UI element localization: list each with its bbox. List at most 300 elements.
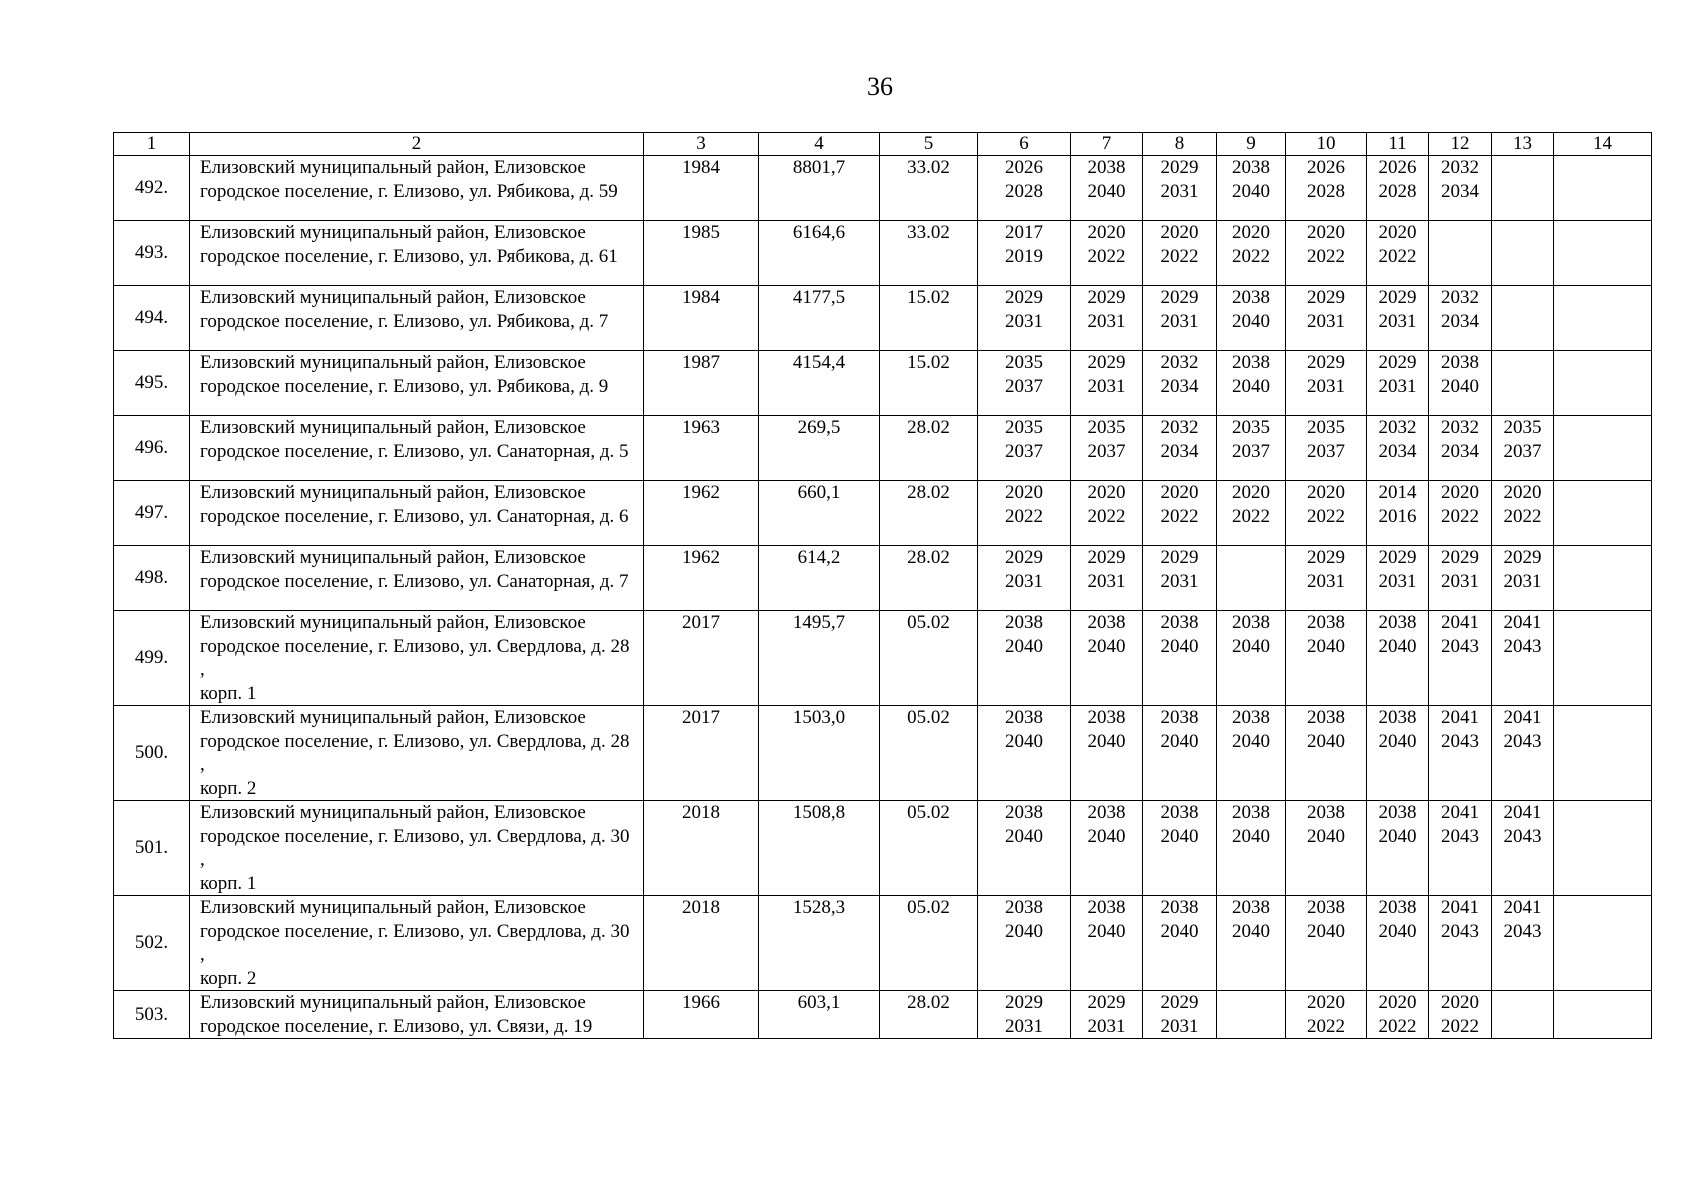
code-cell: 33.02 [880, 221, 978, 286]
code-cell: 33.02 [880, 156, 978, 221]
period-start-year: 2029 [1307, 287, 1345, 308]
repair-period-cell [1429, 156, 1492, 221]
repair-period-cell [1367, 416, 1429, 481]
period-end-year: 2022 [1307, 1015, 1345, 1037]
period-end-year: 2031 [1087, 310, 1126, 332]
period-end-year: 2043 [1503, 825, 1542, 847]
repair-period-cell [1143, 286, 1217, 351]
period-start-year: 2038 [1232, 612, 1270, 633]
address-text: Елизовский муниципальный район, Елизовское городское поселение, г. Елизово, ул. Свердлова, д. 30 , [200, 897, 630, 965]
repair-period-cell [1492, 991, 1554, 1039]
repair-period-cell [1429, 706, 1492, 801]
period-start-year: 2038 [1005, 802, 1043, 823]
period-start-year: 2035 [1232, 417, 1270, 438]
period-start-year: 2038 [1232, 802, 1270, 823]
period-end-year: 2040 [1232, 825, 1270, 847]
repair-period-cell [1143, 221, 1217, 286]
period-end-year: 2040 [1005, 920, 1043, 942]
address-text: Елизовский муниципальный район, Елизовское городское поселение, г. Елизово, ул. Свердлова, д. 30 , [200, 802, 630, 870]
repair-period-cell [1492, 351, 1554, 416]
build-year-cell: 2017 [644, 611, 759, 706]
period-start-year: 2035 [1005, 417, 1043, 438]
period-end-year: 2028 [1005, 180, 1043, 202]
repair-period-cell [1492, 801, 1554, 896]
repair-period-cell [1429, 481, 1492, 546]
repair-period-cell [1217, 706, 1286, 801]
period-start-year: 2020 [1232, 222, 1270, 243]
period-start-year: 2032 [1441, 287, 1479, 308]
code-cell: 15.02 [880, 286, 978, 351]
period-start-year: 2038 [1378, 897, 1417, 918]
period-start-year: 2032 [1441, 417, 1479, 438]
period-end-year: 2022 [1087, 505, 1126, 527]
row-number: 500. [114, 706, 190, 801]
area-cell: 660,1 [759, 481, 880, 546]
period-start-year: 2038 [1087, 157, 1126, 178]
build-year-cell: 1966 [644, 991, 759, 1039]
period-end-year: 2040 [1087, 825, 1126, 847]
period-end-year: 2031 [1160, 310, 1199, 332]
repair-period-cell [1554, 611, 1652, 706]
period-start-year: 2020 [1503, 482, 1542, 503]
repair-period-cell [1071, 416, 1143, 481]
repair-period-cell [1217, 351, 1286, 416]
row-number: 494. [114, 286, 190, 351]
repair-period-cell [978, 286, 1071, 351]
address-cell [190, 416, 644, 481]
period-end-year: 2037 [1005, 375, 1043, 397]
period-end-year: 2022 [1378, 245, 1417, 267]
repair-period-cell [978, 351, 1071, 416]
period-start-year: 2038 [1232, 897, 1270, 918]
repair-period-cell [978, 546, 1071, 611]
repair-period-cell [1217, 286, 1286, 351]
address-cell [190, 481, 644, 546]
period-end-year: 2043 [1503, 635, 1542, 657]
period-end-year: 2031 [1378, 375, 1417, 397]
address-cell [190, 991, 644, 1039]
repair-period-cell [1367, 611, 1429, 706]
period-start-year: 2032 [1160, 352, 1199, 373]
address-text: корп. 1 [200, 872, 257, 894]
repair-period-cell [1367, 481, 1429, 546]
period-end-year: 2040 [1307, 730, 1345, 752]
repair-period-cell [1554, 416, 1652, 481]
period-start-year: 2020 [1441, 482, 1479, 503]
area-cell: 4177,5 [759, 286, 880, 351]
table-row [114, 481, 1652, 546]
period-start-year: 2035 [1005, 352, 1043, 373]
repair-period-cell [978, 221, 1071, 286]
column-header: 14 [1554, 133, 1652, 156]
period-end-year: 2040 [1160, 635, 1199, 657]
repair-period-cell [1367, 286, 1429, 351]
period-end-year: 2043 [1441, 920, 1479, 942]
period-end-year: 2040 [1378, 920, 1417, 942]
period-end-year: 2040 [1378, 730, 1417, 752]
period-start-year: 2026 [1005, 157, 1043, 178]
address-text: корп. 2 [200, 777, 257, 799]
repair-period-cell [1071, 991, 1143, 1039]
period-end-year: 2040 [1232, 920, 1270, 942]
repair-period-cell [1217, 546, 1286, 611]
address-text: Елизовский муниципальный район, Елизовское городское поселение, г. Елизово, ул. Рябикова, д. 61 [200, 222, 618, 267]
repair-period-cell [1071, 481, 1143, 546]
column-header: 3 [644, 133, 759, 156]
period-start-year: 2029 [1160, 157, 1199, 178]
repair-period-cell [1492, 221, 1554, 286]
area-cell: 1503,0 [759, 706, 880, 801]
column-header: 5 [880, 133, 978, 156]
period-start-year: 2029 [1503, 547, 1542, 568]
address-cell [190, 286, 644, 351]
table-row [114, 546, 1652, 611]
repair-period-cell [1554, 286, 1652, 351]
period-end-year: 2034 [1160, 375, 1199, 397]
repair-period-cell [1492, 416, 1554, 481]
period-start-year: 2038 [1087, 802, 1126, 823]
repair-period-cell [1554, 991, 1652, 1039]
table-row [114, 221, 1652, 286]
row-number: 493. [114, 221, 190, 286]
repair-period-cell [1071, 156, 1143, 221]
period-end-year: 2022 [1160, 505, 1199, 527]
build-year-cell: 2017 [644, 706, 759, 801]
repair-period-cell [1286, 546, 1367, 611]
period-start-year: 2041 [1441, 897, 1479, 918]
repair-period-cell [1429, 546, 1492, 611]
repair-period-cell [1492, 156, 1554, 221]
address-text: Елизовский муниципальный район, Елизовское городское поселение, г. Елизово, ул. Санаторная, д. 5 [200, 417, 629, 462]
period-end-year: 2040 [1441, 375, 1479, 397]
code-cell: 05.02 [880, 801, 978, 896]
address-text: корп. 2 [200, 967, 257, 989]
period-start-year: 2029 [1005, 547, 1043, 568]
repair-period-cell [1143, 611, 1217, 706]
repair-period-cell [1071, 801, 1143, 896]
repair-period-cell [1217, 416, 1286, 481]
repair-period-cell [1492, 546, 1554, 611]
area-cell: 1508,8 [759, 801, 880, 896]
period-start-year: 2038 [1441, 352, 1479, 373]
column-header: 6 [978, 133, 1071, 156]
repair-period-cell [1071, 221, 1143, 286]
repair-period-cell [1217, 896, 1286, 991]
period-end-year: 2031 [1441, 570, 1479, 592]
period-end-year: 2040 [1005, 635, 1043, 657]
period-start-year: 2029 [1307, 547, 1345, 568]
period-start-year: 2041 [1441, 612, 1479, 633]
period-start-year: 2020 [1087, 482, 1126, 503]
repair-period-cell [1143, 991, 1217, 1039]
period-start-year: 2041 [1503, 612, 1542, 633]
period-start-year: 2029 [1005, 287, 1043, 308]
address-text: Елизовский муниципальный район, Елизовское городское поселение, г. Елизово, ул. Санаторная, д. 7 [200, 547, 629, 592]
repair-period-cell [1286, 351, 1367, 416]
period-start-year: 2020 [1307, 482, 1345, 503]
period-start-year: 2026 [1378, 157, 1417, 178]
period-start-year: 2038 [1232, 157, 1270, 178]
repair-period-cell [1143, 801, 1217, 896]
table-row [114, 611, 1652, 706]
period-end-year: 2034 [1378, 440, 1417, 462]
repair-period-cell [1071, 611, 1143, 706]
period-start-year: 2032 [1160, 417, 1199, 438]
period-start-year: 2038 [1232, 352, 1270, 373]
column-header: 9 [1217, 133, 1286, 156]
code-cell: 05.02 [880, 896, 978, 991]
repair-period-cell [1286, 221, 1367, 286]
row-number: 497. [114, 481, 190, 546]
period-start-year: 2026 [1307, 157, 1345, 178]
row-number: 496. [114, 416, 190, 481]
address-cell [190, 221, 644, 286]
address-cell [190, 351, 644, 416]
repair-period-cell [1429, 286, 1492, 351]
period-end-year: 2022 [1441, 1015, 1479, 1037]
row-number: 499. [114, 611, 190, 706]
period-start-year: 2038 [1087, 612, 1126, 633]
period-end-year: 2034 [1441, 310, 1479, 332]
address-cell [190, 896, 644, 991]
table-row [114, 896, 1652, 991]
period-end-year: 2043 [1503, 920, 1542, 942]
repair-period-cell [1217, 481, 1286, 546]
period-start-year: 2038 [1232, 707, 1270, 728]
period-end-year: 2022 [1378, 1015, 1417, 1037]
build-year-cell: 2018 [644, 801, 759, 896]
repair-period-cell [1071, 546, 1143, 611]
code-cell: 28.02 [880, 416, 978, 481]
period-end-year: 2040 [1232, 635, 1270, 657]
repair-period-cell [1429, 991, 1492, 1039]
table-row [114, 991, 1652, 1039]
repair-period-cell [1554, 481, 1652, 546]
repair-period-cell [1429, 801, 1492, 896]
table-row [114, 416, 1652, 481]
period-start-year: 2029 [1378, 287, 1417, 308]
repair-period-cell [1286, 481, 1367, 546]
repair-period-cell [1286, 156, 1367, 221]
repair-period-cell [1217, 801, 1286, 896]
period-start-year: 2029 [1307, 352, 1345, 373]
period-end-year: 2040 [1160, 825, 1199, 847]
period-end-year: 2040 [1307, 920, 1345, 942]
period-start-year: 2035 [1087, 417, 1126, 438]
code-cell: 15.02 [880, 351, 978, 416]
period-end-year: 2022 [1307, 245, 1345, 267]
repair-period-cell [1492, 611, 1554, 706]
period-start-year: 2020 [1232, 482, 1270, 503]
period-end-year: 2040 [1087, 180, 1126, 202]
period-start-year: 2029 [1378, 547, 1417, 568]
address-cell [190, 801, 644, 896]
period-end-year: 2022 [1232, 245, 1270, 267]
column-header: 8 [1143, 133, 1217, 156]
row-number: 502. [114, 896, 190, 991]
build-year-cell: 1984 [644, 156, 759, 221]
address-text: корп. 1 [200, 682, 257, 704]
period-start-year: 2041 [1503, 802, 1542, 823]
repair-period-cell [1367, 896, 1429, 991]
column-header: 2 [190, 133, 644, 156]
address-text: Елизовский муниципальный район, Елизовское городское поселение, г. Елизово, ул. Рябикова, д. 7 [200, 287, 609, 332]
period-start-year: 2029 [1160, 992, 1199, 1013]
area-cell: 614,2 [759, 546, 880, 611]
address-cell [190, 156, 644, 221]
repair-period-cell [1143, 896, 1217, 991]
repair-period-cell [1429, 611, 1492, 706]
period-start-year: 2038 [1307, 612, 1345, 633]
address-text: Елизовский муниципальный район, Елизовское городское поселение, г. Елизово, ул. Свердлова, д. 28 , [200, 707, 630, 775]
address-text: Елизовский муниципальный район, Елизовское городское поселение, г. Елизово, ул. Санаторная, д. 6 [200, 482, 629, 527]
repair-period-cell [978, 801, 1071, 896]
build-year-cell: 1984 [644, 286, 759, 351]
period-start-year: 2020 [1378, 222, 1417, 243]
repair-period-cell [978, 896, 1071, 991]
table-row [114, 286, 1652, 351]
code-cell: 28.02 [880, 546, 978, 611]
repair-period-cell [1429, 351, 1492, 416]
period-end-year: 2040 [1005, 730, 1043, 752]
period-end-year: 2031 [1307, 570, 1345, 592]
repair-period-cell [978, 611, 1071, 706]
housing-register-table [113, 132, 1652, 1039]
repair-period-cell [1492, 896, 1554, 991]
period-end-year: 2043 [1503, 730, 1542, 752]
repair-period-cell [978, 481, 1071, 546]
row-number: 495. [114, 351, 190, 416]
repair-period-cell [1071, 706, 1143, 801]
code-cell: 05.02 [880, 611, 978, 706]
period-end-year: 2031 [1307, 375, 1345, 397]
column-header: 10 [1286, 133, 1367, 156]
period-start-year: 2035 [1307, 417, 1345, 438]
period-start-year: 2014 [1378, 482, 1417, 503]
period-start-year: 2038 [1307, 707, 1345, 728]
period-end-year: 2034 [1441, 440, 1479, 462]
period-end-year: 2037 [1307, 440, 1345, 462]
repair-period-cell [1492, 706, 1554, 801]
period-start-year: 2038 [1005, 897, 1043, 918]
period-start-year: 2020 [1307, 992, 1345, 1013]
period-end-year: 2031 [1087, 375, 1126, 397]
repair-period-cell [1367, 546, 1429, 611]
period-start-year: 2029 [1378, 352, 1417, 373]
row-number: 498. [114, 546, 190, 611]
period-end-year: 2022 [1232, 505, 1270, 527]
table-row [114, 801, 1652, 896]
repair-period-cell [978, 706, 1071, 801]
address-text: Елизовский муниципальный район, Елизовское городское поселение, г. Елизово, ул. Связи, д. 19 [200, 992, 593, 1037]
period-end-year: 2031 [1378, 310, 1417, 332]
period-end-year: 2022 [1441, 505, 1479, 527]
table-row [114, 706, 1652, 801]
area-cell: 1528,3 [759, 896, 880, 991]
table-row [114, 156, 1652, 221]
code-cell: 28.02 [880, 991, 978, 1039]
repair-period-cell [1554, 156, 1652, 221]
period-end-year: 2040 [1307, 825, 1345, 847]
address-text: Елизовский муниципальный район, Елизовское городское поселение, г. Елизово, ул. Свердлова, д. 28 , [200, 612, 630, 680]
repair-period-cell [1217, 221, 1286, 286]
build-year-cell: 1962 [644, 546, 759, 611]
repair-period-cell [1367, 221, 1429, 286]
period-start-year: 2038 [1087, 897, 1126, 918]
repair-period-cell [1367, 351, 1429, 416]
repair-period-cell [1367, 156, 1429, 221]
period-end-year: 2031 [1005, 1015, 1043, 1037]
repair-period-cell [1217, 611, 1286, 706]
repair-period-cell [1286, 416, 1367, 481]
repair-period-cell [978, 156, 1071, 221]
build-year-cell: 1987 [644, 351, 759, 416]
code-cell: 28.02 [880, 481, 978, 546]
repair-period-cell [1143, 156, 1217, 221]
repair-period-cell [1286, 801, 1367, 896]
period-end-year: 2016 [1378, 505, 1417, 527]
row-number: 492. [114, 156, 190, 221]
repair-period-cell [1554, 221, 1652, 286]
period-end-year: 2031 [1160, 570, 1199, 592]
period-start-year: 2029 [1160, 287, 1199, 308]
period-end-year: 2034 [1441, 180, 1479, 202]
period-end-year: 2031 [1160, 180, 1199, 202]
repair-period-cell [1367, 801, 1429, 896]
period-start-year: 2020 [1160, 222, 1199, 243]
repair-period-cell [1217, 156, 1286, 221]
period-end-year: 2022 [1307, 505, 1345, 527]
repair-period-cell [1429, 896, 1492, 991]
repair-period-cell [1286, 611, 1367, 706]
period-end-year: 2028 [1378, 180, 1417, 202]
period-start-year: 2032 [1378, 417, 1417, 438]
period-start-year: 2029 [1087, 992, 1126, 1013]
repair-period-cell [1286, 286, 1367, 351]
period-start-year: 2029 [1087, 547, 1126, 568]
period-start-year: 2020 [1441, 992, 1479, 1013]
period-end-year: 2040 [1378, 635, 1417, 657]
period-start-year: 2017 [1005, 222, 1043, 243]
repair-period-cell [1286, 991, 1367, 1039]
repair-period-cell [1429, 221, 1492, 286]
period-start-year: 2020 [1378, 992, 1417, 1013]
period-end-year: 2031 [1160, 1015, 1199, 1037]
period-end-year: 2040 [1087, 635, 1126, 657]
period-end-year: 2031 [1005, 570, 1043, 592]
area-cell: 603,1 [759, 991, 880, 1039]
period-end-year: 2022 [1160, 245, 1199, 267]
column-number-row [114, 133, 1652, 156]
repair-period-cell [1429, 416, 1492, 481]
period-end-year: 2037 [1503, 440, 1542, 462]
area-cell: 8801,7 [759, 156, 880, 221]
period-start-year: 2029 [1087, 352, 1126, 373]
period-end-year: 2040 [1232, 730, 1270, 752]
period-start-year: 2038 [1307, 897, 1345, 918]
period-end-year: 2037 [1087, 440, 1126, 462]
period-end-year: 2037 [1005, 440, 1043, 462]
column-header: 12 [1429, 133, 1492, 156]
period-start-year: 2029 [1441, 547, 1479, 568]
repair-period-cell [1143, 351, 1217, 416]
column-header: 4 [759, 133, 880, 156]
period-end-year: 2040 [1005, 825, 1043, 847]
period-end-year: 2031 [1378, 570, 1417, 592]
column-header: 11 [1367, 133, 1429, 156]
period-end-year: 2031 [1087, 1015, 1126, 1037]
period-end-year: 2019 [1005, 245, 1043, 267]
